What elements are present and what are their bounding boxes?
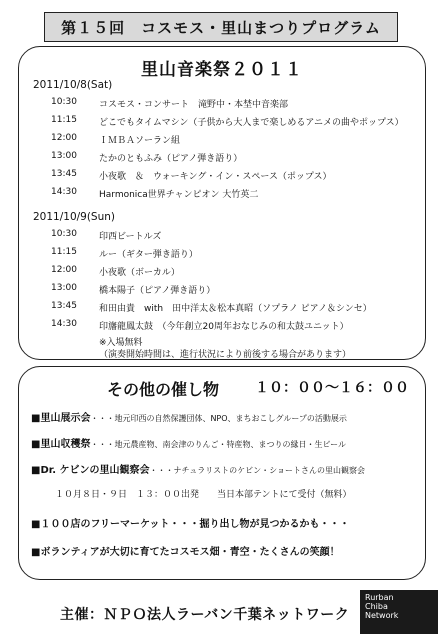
music-festival-box [18,46,426,360]
schedule-row [33,265,423,280]
schedule-time: 14:30 [51,187,77,197]
music-festival-title: 里山音楽祭２０１１ [141,60,303,80]
schedule-time: 11:15 [51,247,77,257]
schedule-desc: 和田由貴 with 田中洋太＆松本真昭（ソプラノ ピアノ＆シンセ） [99,304,372,314]
schedule-desc: ＩＭＢＡソーラン組 [99,136,181,146]
event-item [31,435,346,450]
other-events-box [18,366,426,580]
event-item [31,515,350,530]
event-hours: １０：００～１６：００ [255,380,409,396]
event-label: ■Dr. ケビンの里山観察会 [31,465,150,476]
event-item [31,461,365,476]
other-events-title: その他の催し物 [107,380,220,399]
event-item [55,487,352,500]
event-detail: ・・・地元農産物、南会津のりんご・特産物、まつりの縁日・生ビール [90,440,346,449]
schedule-desc: たかのともふみ（ピアノ弾き語り） [99,154,243,164]
day2-date: 2011/10/9(Sun) [33,211,116,223]
schedule-row [33,97,423,112]
schedule-row [33,319,423,334]
schedule-row [33,283,423,298]
schedule-desc: コスモス・コンサート 滝野中・本埜中音楽部 [99,100,289,110]
event-detail: ・・・地元印西の自然保護団体、NPO、まちおこしグループの活動展示 [90,414,347,423]
schedule-row [33,115,423,130]
schedule-row [33,229,423,244]
event-label: ■ボランティアが大切に育てたコスモス畑・青空・たくさんの笑顔！ [31,547,340,558]
schedule-row [33,301,423,316]
schedule-desc: 印旛龍鳳太鼓 （今年創立20周年おなじみの和太鼓ユニット） [99,322,349,332]
rurban-chiba-logo [360,590,438,634]
logo-line: Network [365,611,399,620]
timing-note: （演奏開始時間は、進行状況により前後する場合があります） [99,350,352,360]
event-label: ■里山収穫祭 [31,439,91,450]
schedule-time: 10:30 [51,97,77,107]
other-events-heading [19,377,425,399]
schedule-desc: ルー（ギター弾き語り） [99,250,198,260]
schedule-row [33,247,423,262]
event-item [31,543,340,558]
schedule-time: 12:00 [51,265,77,275]
logo-line: Chiba [365,602,388,611]
schedule-desc: どこでもタイムマシン（子供から大人まで楽しめるアニメの曲やポップス） [99,118,404,128]
schedule-time: 12:00 [51,133,77,143]
schedule-row [33,133,423,148]
day1-date: 2011/10/8(Sat) [33,79,113,91]
schedule-time: 10:30 [51,229,77,239]
banner-title: 第１５回 コスモス・里山まつりプログラム [61,18,381,37]
schedule-desc: 橋本陽子（ピアノ弾き語り） [99,286,216,296]
schedule-desc: Harmonica世界チャンピオン 大竹英二 [99,190,259,200]
schedule-desc: 小夜歌 ＆ ウォーキング・イン・スペース（ポップス） [99,172,332,182]
admission-note: ※入場無料 [99,338,143,348]
schedule-row [33,151,423,166]
organizer-credit: 主催：ＮＰＯ法人ラーバン千葉ネットワーク [60,607,350,623]
schedule-row [33,169,423,184]
schedule-time: 13:45 [51,301,77,311]
event-label: ■１００店のフリーマーケット・・・掘り出し物が見つかるかも・・・ [31,519,350,530]
schedule-time: 14:30 [51,319,77,329]
schedule-desc: 印西ビートルズ [99,232,162,242]
program-banner [44,12,398,42]
event-item [31,409,347,424]
schedule-time: 11:15 [51,115,77,125]
schedule-time: 13:45 [51,169,77,179]
schedule-time: 13:00 [51,283,77,293]
logo-line: Rurban [365,593,394,602]
schedule-desc: 小夜歌（ボーカル） [99,268,180,278]
event-label: ■里山展示会 [31,413,91,424]
event-detail: ・・・ナチュラリストのケビン・ショートさんの里山観察会 [149,466,365,475]
event-detail: １０月８日・９日 １３：００出発 当日本部テントにて受付（無料） [55,490,352,500]
schedule-time: 13:00 [51,151,77,161]
schedule-row [33,187,423,202]
